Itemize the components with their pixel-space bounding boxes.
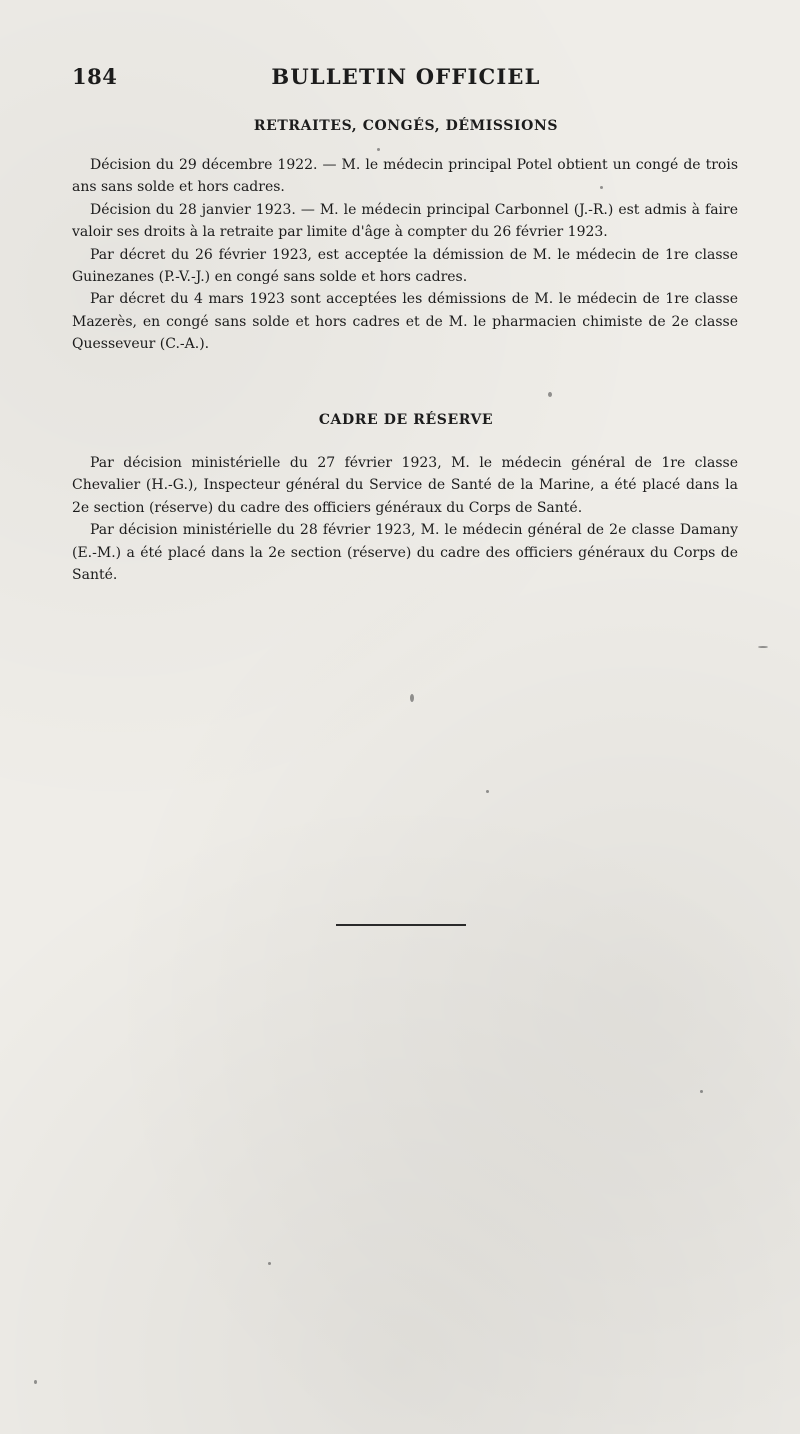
- section-body-cadre-de-reserve: [72, 452, 738, 586]
- paper-speck: [758, 646, 768, 648]
- paper-speck: [410, 694, 414, 702]
- paper-speck: [377, 148, 380, 151]
- page-number: 184: [72, 64, 118, 89]
- paper-speck: [34, 1380, 37, 1384]
- paragraph: Par décret du 26 février 1923, est acceptée la démission de M. le médecin de 1re classe Guinezanes (P.-V.-J.) en congé sans solde et hors cadres.: [72, 246, 738, 286]
- paragraph: Décision du 28 janvier 1923. — M. le médecin principal Carbonnel (J.-R.) est admis à faire valoir ses droits à la retraite par limite d'âge à compter du 26 février 1923.: [72, 201, 738, 241]
- section-heading-cadre-de-reserve: CADRE DE RÉSERVE: [318, 412, 494, 428]
- end-rule: [336, 924, 466, 926]
- paper-speck: [548, 392, 552, 397]
- paragraph: Décision du 29 décembre 1922. — M. le médecin principal Potel obtient un congé de trois ans sans solde et hors cadres.: [72, 157, 738, 196]
- section-body-retraites: [72, 154, 738, 356]
- running-head: [72, 64, 740, 94]
- section-heading-retraites: RETRAITES, CONGÉS, DÉMISSIONS: [253, 118, 559, 134]
- paper-speck: [700, 1090, 703, 1093]
- paragraph: Par décret du 4 mars 1923 sont acceptées les démissions de M. le médecin de 1re classe Mazerès, en congé sans solde et hors cadres et de M. le pharmacien chimiste de 2e classe Quesseveur (C.-A.).: [72, 291, 738, 353]
- running-title: BULLETIN OFFICIEL: [271, 64, 541, 89]
- paragraph: Par décision ministérielle du 28 février 1923, M. le médecin général de 2e classe Damany (E.-M.) a été placé dans la 2e section (réserve) du cadre des officiers généraux du Corps de Santé.: [72, 522, 738, 584]
- paper-speck: [268, 1262, 271, 1265]
- paper-speck: [486, 790, 489, 793]
- paragraph: Par décision ministérielle du 27 février 1923, M. le médecin général de 1re classe Chevalier (H.-G.), Inspecteur général du Service de Santé de la Marine, a été placé dans la 2e section (réserve) du cadre des officiers généraux du Corps de Santé.: [72, 455, 738, 516]
